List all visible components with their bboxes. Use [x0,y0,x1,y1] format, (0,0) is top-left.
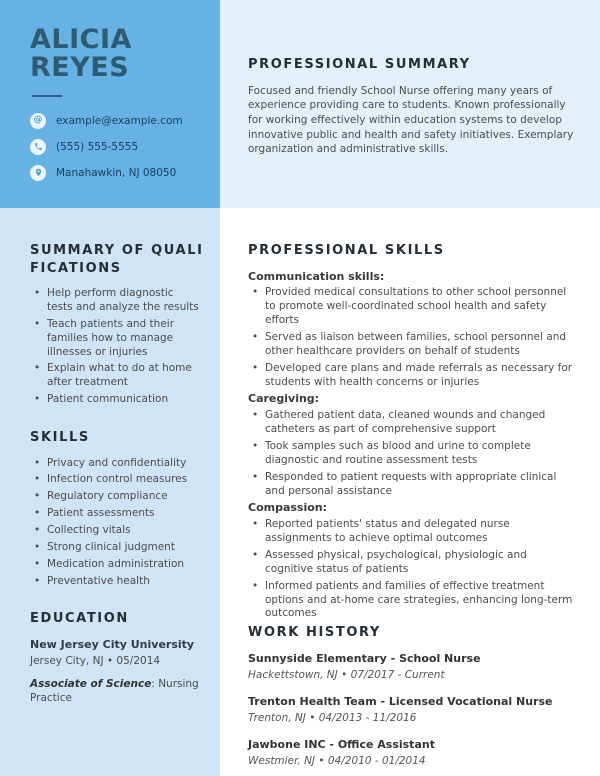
skill-group-list [248,409,574,498]
contact-phone-label: (555) 555-5555 [56,140,139,153]
skill-group-caregiving [248,392,574,498]
education-degree [30,677,202,705]
education-section [30,610,206,705]
list-item: • Responded to patient requests with appropriate clinical and personal assistance [248,471,574,499]
list-item: • Patient assessments [30,507,206,521]
qualifications-heading: SUMMARY OF QUALIFICATIONS [30,243,204,276]
job-meta: Hackettstown, NJ • 07/2017 - Current [248,668,445,681]
professional-summary-heading: PROFESSIONAL SUMMARY [248,57,471,72]
contact-phone [30,139,202,155]
job-entry [248,695,574,725]
professional-skills-section [248,242,574,621]
education-degree-detail: : Nursing Practice [30,677,199,705]
education-school: New Jersey City University [30,637,195,651]
phone-icon [30,139,46,155]
skill-group-title: Caregiving: [248,392,320,406]
job-meta: Trenton, NJ • 04/2013 - 11/2016 [248,711,417,724]
list-item: • Reported patients' status and delegated nurse assignments to achieve optimal outcomes [248,518,574,546]
contact-email-label: example@example.com [56,114,183,127]
main-column [220,208,600,776]
location-icon [30,165,46,181]
work-history-heading: WORK HISTORY [248,625,381,641]
list-item: • Teach patients and their families how to manage illnesses or injuries [30,318,202,360]
list-item: • Medication administration [30,558,206,572]
qualifications-section [30,242,206,407]
skill-group-compassion [248,501,574,621]
contact-email [30,113,202,129]
list-item: • Regulatory compliance [30,490,206,504]
list-item: • Collecting vitals [30,524,206,538]
skills-list [30,457,206,589]
list-item: • Assessed physical, psychological, physiologic and cognitive status of patients [248,549,574,577]
list-item: • Gathered patient data, cleaned wounds and changed catheters as part of comprehensive support [248,409,574,437]
education-heading: EDUCATION [30,611,129,627]
job-entry [248,652,574,682]
skill-group-title: Communication skills: [248,269,385,283]
skills-heading: SKILLS [30,429,90,445]
list-item: • Informed patients and families of effective treatment options and at-home care strategies, enhancing long-term outcomes [248,580,574,622]
list-item: • Provided medical consultations to other school personnel to promote well-coordinated school health and safety efforts [248,286,574,328]
job-entry [248,738,574,768]
list-item: • Strong clinical judgment [30,541,206,555]
list-item: • Preventative health [30,575,206,589]
job-title: Sunnyside Elementary - School Nurse [248,651,481,665]
list-item: • Developed care plans and made referrals as necessary for students with health concerns or injuries [248,362,574,390]
contact-location-label: Manahawkin, NJ 08050 [56,166,177,179]
list-item: • Privacy and confidentiality [30,457,206,471]
job-title: Trenton Health Team - Licensed Vocational Nurse [248,694,553,708]
professional-skills-heading: PROFESSIONAL SKILLS [248,243,445,258]
name-divider [32,95,62,97]
professional-summary-section [220,0,600,208]
skill-group-communication [248,270,574,390]
email-icon: @ [30,113,46,129]
job-title: Jawbone INC - Office Assistant [248,737,435,751]
education-location-date: Jersey City, NJ • 05/2014 [30,654,161,667]
list-item: • Infection control measures [30,473,206,487]
education-degree-name: Associate of Science [30,677,152,690]
list-item: • Took samples such as blood and urine to complete diagnostic and routine assessment tests [248,440,574,468]
list-item: • Help perform diagnostic tests and analyze the results [30,287,202,315]
list-item: • Explain what to do at home after treatment [30,362,202,390]
qualifications-list [30,287,202,407]
contact-location [30,165,202,181]
job-meta: Westmier, NJ • 04/2010 - 01/2014 [248,754,426,767]
work-history-section [248,624,574,768]
skills-section [30,429,206,588]
list-item: • Patient communication [30,393,202,407]
skill-group-title: Compassion: [248,501,328,515]
candidate-name: ALICIA REYES [30,24,132,84]
professional-summary-body: Focused and friendly School Nurse offering many years of experience providing care to students. Known professionally for working effectively within education systems to develop innovative public and health and safety initiatives. Exemplary organization and administrative skills. [248,84,574,156]
identity-header [0,0,220,208]
skill-group-list [248,286,574,389]
list-item: • Served as liaison between families, school personnel and other healthcare providers on behalf of students [248,331,574,359]
sidebar [0,208,220,776]
skill-group-list [248,518,574,621]
